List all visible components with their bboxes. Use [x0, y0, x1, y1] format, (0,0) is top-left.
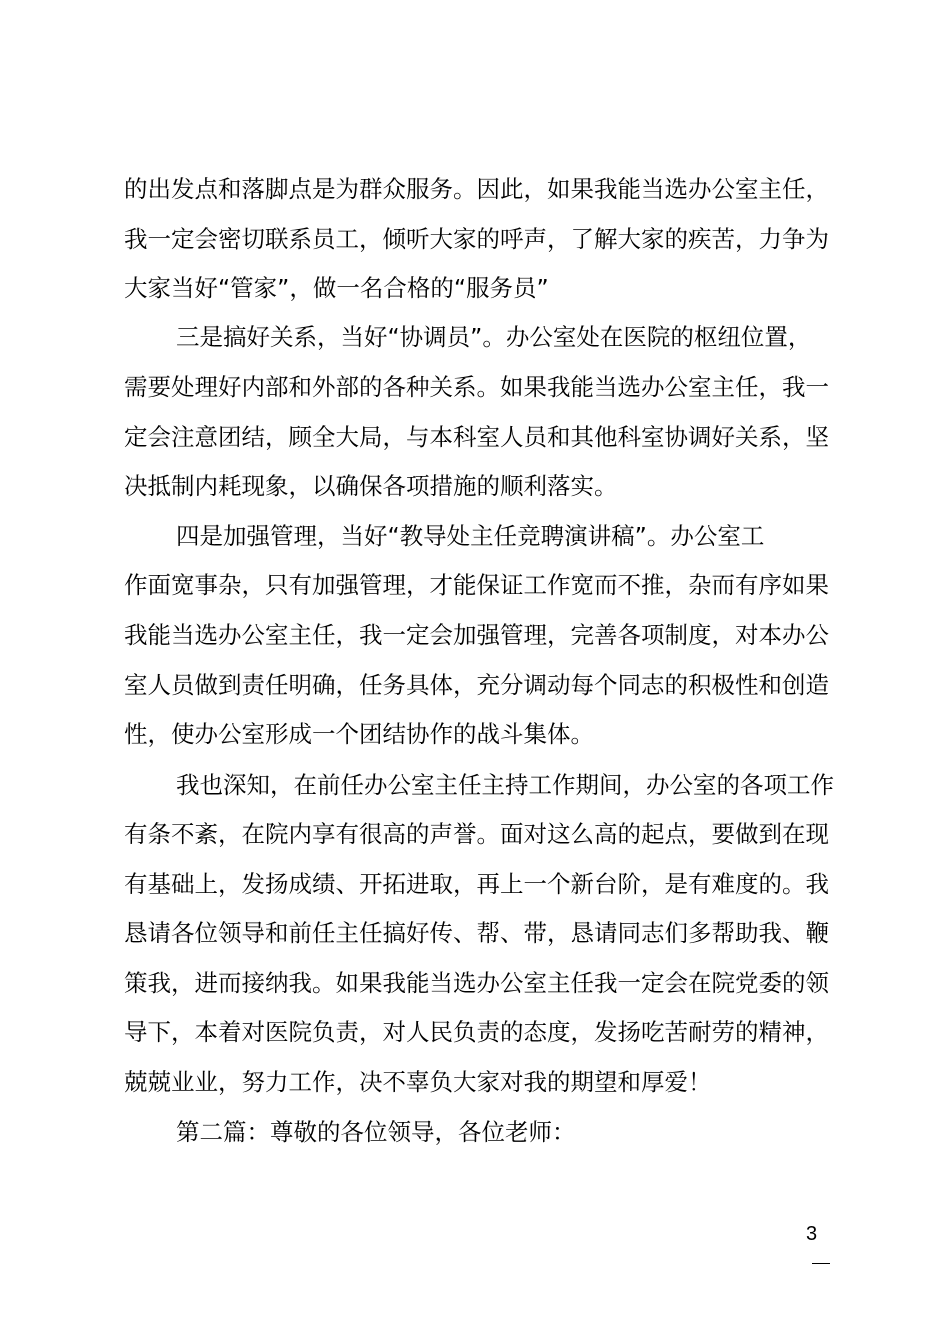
text-line: 我一定会密切联系员工，倾听大家的呼声，了解大家的疾苦，力争为 [124, 225, 829, 253]
text-line: 决抵制内耗现象，以确保各项措施的顺利落实。 [124, 472, 618, 500]
paragraph-start-line: 四是加强管理，当好“教导处主任竞聘演讲稿”。办公室工 [176, 522, 765, 550]
paragraph-start-line: 我也深知，在前任办公室主任主持工作期间，办公室的各项工作 [176, 771, 834, 799]
text-line: 策我，进而接纳我。如果我能当选办公室主任我一定会在院党委的领 [124, 969, 829, 997]
text-line: 恳请各位领导和前任主任搞好传、帮、带，恳请同志们多帮助我、鞭 [124, 919, 829, 947]
text-line: 需要处理好内部和外部的各种关系。如果我能当选办公室主任，我一 [124, 373, 829, 401]
text-line: 作面宽事杂，只有加强管理，才能保证工作宽而不推，杂而有序如果 [124, 571, 829, 599]
text-line: 兢兢业业，努力工作，决不辜负大家对我的期望和厚爱！ [124, 1068, 712, 1096]
section-heading: 第二篇：尊敬的各位领导，各位老师： [176, 1118, 576, 1146]
text-line: 的出发点和落脚点是为群众服务。因此，如果我能当选办公室主任， [124, 175, 829, 203]
text-line: 我能当选办公室主任，我一定会加强管理，完善各项制度，对本办公 [124, 621, 829, 649]
paragraph-start-line: 三是搞好关系，当好“协调员”。办公室处在医院的枢纽位置， [176, 323, 812, 351]
text-line: 有基础上，发扬成绩、开拓进取，再上一个新台阶，是有难度的。我 [124, 870, 829, 898]
text-line: 室人员做到责任明确，任务具体，充分调动每个同志的积极性和创造 [124, 671, 829, 699]
text-line: 性，使办公室形成一个团结协作的战斗集体。 [124, 720, 594, 748]
page-number: 3 [806, 1223, 818, 1245]
text-line: 大家当好“管家”，做一名合格的“服务员” [124, 274, 549, 302]
page-number-dash [812, 1263, 830, 1264]
text-line: 定会注意团结，顾全大局，与本科室人员和其他科室协调好关系，坚 [124, 423, 829, 451]
text-line: 有条不紊，在院内享有很高的声誉。面对这么高的起点，要做到在现 [124, 820, 829, 848]
text-line: 导下，本着对医院负责，对人民负责的态度，发扬吃苦耐劳的精神， [124, 1018, 829, 1046]
